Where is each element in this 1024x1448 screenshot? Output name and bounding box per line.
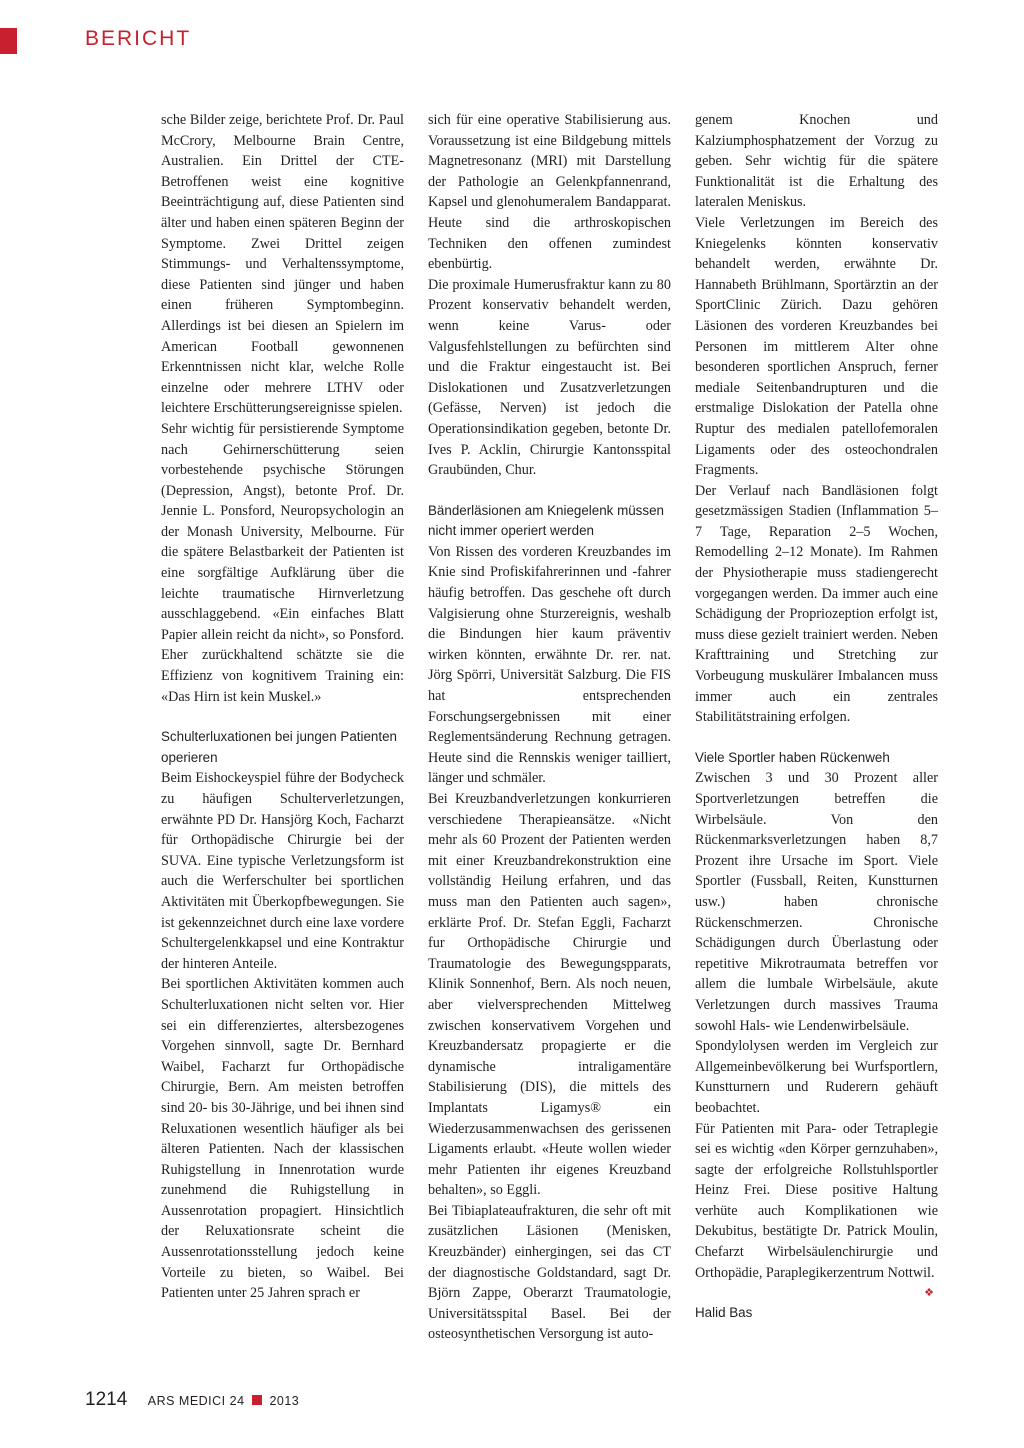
text: Bei sportlichen Aktivitäten kommen auch Schulterluxationen nicht selten vor. Hier sei ein differenziertes, altersbezogenes Vorgehen sinnvoll, sagte Dr. Bernhard Waibel, Facharzt fur Orthopädische Chirurgie, Bern. Am meisten betroffen sind 20- bis 30-Jährige, und bei ihnen sind Reluxationen wesentlich häufiger als bei älteren Patienten. Nach der klassischen Ruhigstellung in Innenrotation wurde zunehmend die Ruhigstellung in Aussenrotation propagiert. Hinsichtlich der Reluxationsrate scheint die Aussenrotationsstellung jedoch keine Vorteile zu bieten, so Waibel. Bei Patienten unter 25 Jahren sprach er: [161, 976, 404, 1302]
article-column-2: [428, 110, 671, 1345]
text: Viele Sportler haben Rückenweh: [695, 749, 890, 765]
text: Bei Kreuzbandverletzungen konkurrieren verschiedene Therapieansätze. «Nicht mehr als 60 Prozent der Patienten werden mit einer Kreuzbandrekonstruktion eine vollständig Heilung erfahren, und das muss man den Patienten auch sagen», erklärte Prof. Dr. Stefan Eggli, Facharzt fur Orthopädische Chirurgie und Traumatologie des Bewegungspparats, Klinik Sonnenhof, Bern. Als noch neuen, aber vielversprechenden Mittelweg zwischen konservativem Vorgehen und Kreuzbandersatz propagierte er die dynamische intraligamentäre Stabilisierung (DIS), die mittels des Implantats Ligamys® ein Wiederzusammenwachsen des gerissenen Ligaments erlaubt. «Heute wollen wieder mehr Patienten ihr eigenes Kreuzband behalten», so Eggli.: [428, 791, 671, 1199]
text: Bei Tibiaplateaufrakturen, die sehr oft mit zusätzlichen Läsionen (Menisken, Kreuzbänder) einhergingen, sei das CT der diagnostische Goldstandard, sagt Dr. Björn Zappe, Oberarzt Traumatologie, Universitätsspital Basel. Bei der osteosynthetischen Versorgung ist auto-: [428, 1202, 671, 1343]
page-footer: [85, 1389, 299, 1411]
text: Spondylolysen werden im Vergleich zur Allgemeinbevölkerung bei Wurfsportlern, Kunstturnern und Ruderern gehäuft beobachtet.: [695, 1038, 938, 1116]
author-name: [695, 1303, 938, 1324]
article-column-1: [161, 110, 404, 1304]
body-paragraph: [428, 110, 671, 275]
text: Beim Eishockeyspiel führe der Bodycheck zu häufigen Schulterverletzungen, erwähnte PD Dr. Hansjörg Koch, Facharzt für Orthopädische Chirurgie bei der SUVA. Eine typische Verletzungsform ist auch die Werferschulter bei sportlichen Aktivitäten mit Überkopfbewegungen. Sie ist gekennzeichnet durch eine laxe vordere Schultergelenkkapsel und eine Kontraktur der hinteren Anteile.: [161, 770, 404, 972]
text: genem Knochen und Kalziumphosphatzement der Vorzug zu geben. Sehr wichtig für die spätere Funktionalität ist die Erhaltung des lateralen Meniskus.: [695, 112, 938, 211]
body-paragraph: [428, 542, 671, 789]
section-heading: [428, 501, 671, 542]
body-paragraph: [695, 213, 938, 481]
text: Halid Bas: [695, 1305, 753, 1321]
body-paragraph: [695, 768, 938, 1036]
text: Für Patienten mit Para- oder Tetraplegie sei es wichtig «den Körper gernzuhaben», sagte der erfolgreiche Rollstuhlsportler Heinz Frei. Diese positive Haltung verhüte auch Komplikationen wie Dekubitus, bestätigte Dr. Patrick Moulin, Chefarzt Wirbelsäulenchirurgie und Orthopädie, Paraplegikerzentrum Nottwil.: [695, 1120, 938, 1281]
text: Schulterluxationen bei jungen Patienten operieren: [161, 729, 397, 765]
body-paragraph: [428, 789, 671, 1201]
text: Zwischen 3 und 30 Prozent aller Sportverletzungen betreffen die Wirbelsäule. Von den Rückenmarksverletzungen haben 8,7 Prozent ihre Ursache im Sport. Viele Sportler (Fussball, Reiten, Kunstturnen usw.) haben chronische Rückenschmerzen. Chronische Schädigungen durch Überlastung oder repetitive Mikrotraumata betreffen vor allem die lumbale Wirbelsäule, akute Verletzungen durch massives Trauma sowohl Hals- wie Lendenwirbelsäule.: [695, 770, 938, 1034]
text: Der Verlauf nach Bandläsionen folgt gesetzmässigen Stadien (Inflammation 5–7 Tage, Reparation 2–5 Wochen, Remodelling 2–12 Monate). Im Rahmen der Physiotherapie muss stadiengerecht vorgegangen werden. Da immer auch eine Schädigung der Propriozeption erfolgt ist, muss diese gezielt trainiert werden. Neben Krafttraining und Stretching zur Vorbeugung muskulärer Imbalancen muss immer auch ein zentrales Stabilitätstraining erfolgen.: [695, 482, 938, 726]
text: sich für eine operative Stabilisierung aus. Voraussetzung ist eine Bildgebung mittels Magnetresonanz (MRI) mit Darstellung der Pathologie an Gelenkpfannenrand, Kapsel und glenohumeralem Bandapparat. Heute sind die arthroskopischen Techniken den offenen zumindest ebenbürtig.: [428, 112, 671, 273]
body-paragraph: [428, 275, 671, 481]
header-color-block: [0, 28, 17, 54]
section-heading: [161, 727, 404, 768]
body-paragraph: [161, 110, 404, 419]
text: Viele Verletzungen im Bereich des Kniegelenks könnten konservativ behandelt werden, erwähnte Dr. Hannabeth Brühlmann, Sportärztin an der SportClinic Zürich. Dazu gehören Läsionen des vorderen Kreuzbandes bei Personen im mittlerem Alter ohne besonderen sportlichen Anspruch, ferner mediale Seitenbandrupturen und die erstmalige Dislokation der Patella ohne Ruptur des medialen patellofemoralen Ligaments oder des osteochondralen Fragments.: [695, 214, 938, 479]
body-paragraph: [695, 481, 938, 728]
text: Bänderläsionen am Kniegelenk müssen nicht immer operiert werden: [428, 502, 664, 539]
body-paragraph: [428, 1201, 671, 1345]
text: Die proximale Humerusfraktur kann zu 80 Prozent konservativ behandelt werden, wenn keine Varus- oder Valgusfehlstellungen zu befürchten sind und die Fraktur eingestaucht ist. Bei Dislokationen und Zusatzverletzungen (Gefässe, Nerven) ist jedoch die Operationsindikation gegeben, betonte Dr. Ives P. Acklin, Chirurgie Kantonsspital Graubünden, Chur.: [428, 276, 671, 479]
section-label: BERICHT: [85, 27, 192, 50]
article-end-mark: ❖: [924, 1287, 934, 1300]
journal-name: ARS MEDICI 24: [147, 1394, 245, 1408]
body-paragraph: [695, 110, 938, 213]
body-paragraph: [695, 1036, 938, 1118]
footer-square-marker: [252, 1395, 262, 1405]
body-paragraph: [695, 1119, 938, 1300]
publication-year: 2013: [269, 1394, 300, 1408]
body-paragraph: [161, 974, 404, 1304]
text: Von Rissen des vorderen Kreuzbandes im Knie sind Profiskifahrerinnen und -fahrer häufig betroffen. Das geschehe oft durch Valgisierung ohne Sturzereignis, weshalb die Bindungen hier kaum präventiv wirken könnten, erwähnte Dr. rer. nat. Jörg Spörri, Universität Salzburg. Die FIS hat entsprechenden Forschungsergebnissen mit einer Reglementsänderung Rechnung getragen. Heute sind die Rennskis weniger tailliert, länger und schmäler.: [428, 543, 671, 787]
text: Sehr wichtig für persistierende Symptome nach Gehirnerschütterung seien vorbestehende psychische Störungen (Depression, Angst), betonte Prof. Dr. Jennie L. Ponsford, Neuropsychologin an der Monash University, Melbourne. Für die spätere Belastbarkeit der Patienten ist eine sorgfältige Aufklärung über die leichte traumatische Hirnverletzung ausschlaggebend. «Ein einfaches Blatt Papier allein reicht da nicht», so Ponsford. Eher zurückhaltend schätzte sie die Effizienz von kognitivem Training ein: «Das Hirn ist kein Muskel.»: [161, 420, 404, 705]
section-heading: [695, 748, 938, 769]
body-paragraph: [161, 419, 404, 707]
page-number: 1214: [85, 1389, 128, 1410]
body-paragraph: [161, 768, 404, 974]
article-column-3: [695, 110, 938, 1324]
text: sche Bilder zeige, berichtete Prof. Dr. Paul McCrory, Melbourne Brain Centre, Australien. Ein Drittel der CTE-Betroffenen weist eine kognitive Beeinträchtigung auf, diese Patienten sind älter und haben einen späteren Beginn der Symptome. Zwei Drittel zeigen Stimmungs- und Verhaltenssymptome, diese Patienten sind jünger und haben einen früheren Symptombeginn. Allerdings ist bei diesen an Spielern im American Football gewonnenen Erkenntnissen nicht klar, welche Rolle einzelne oder mehrere LTHV oder leichtere Erschütterungsereignisse spielen.: [161, 112, 404, 417]
